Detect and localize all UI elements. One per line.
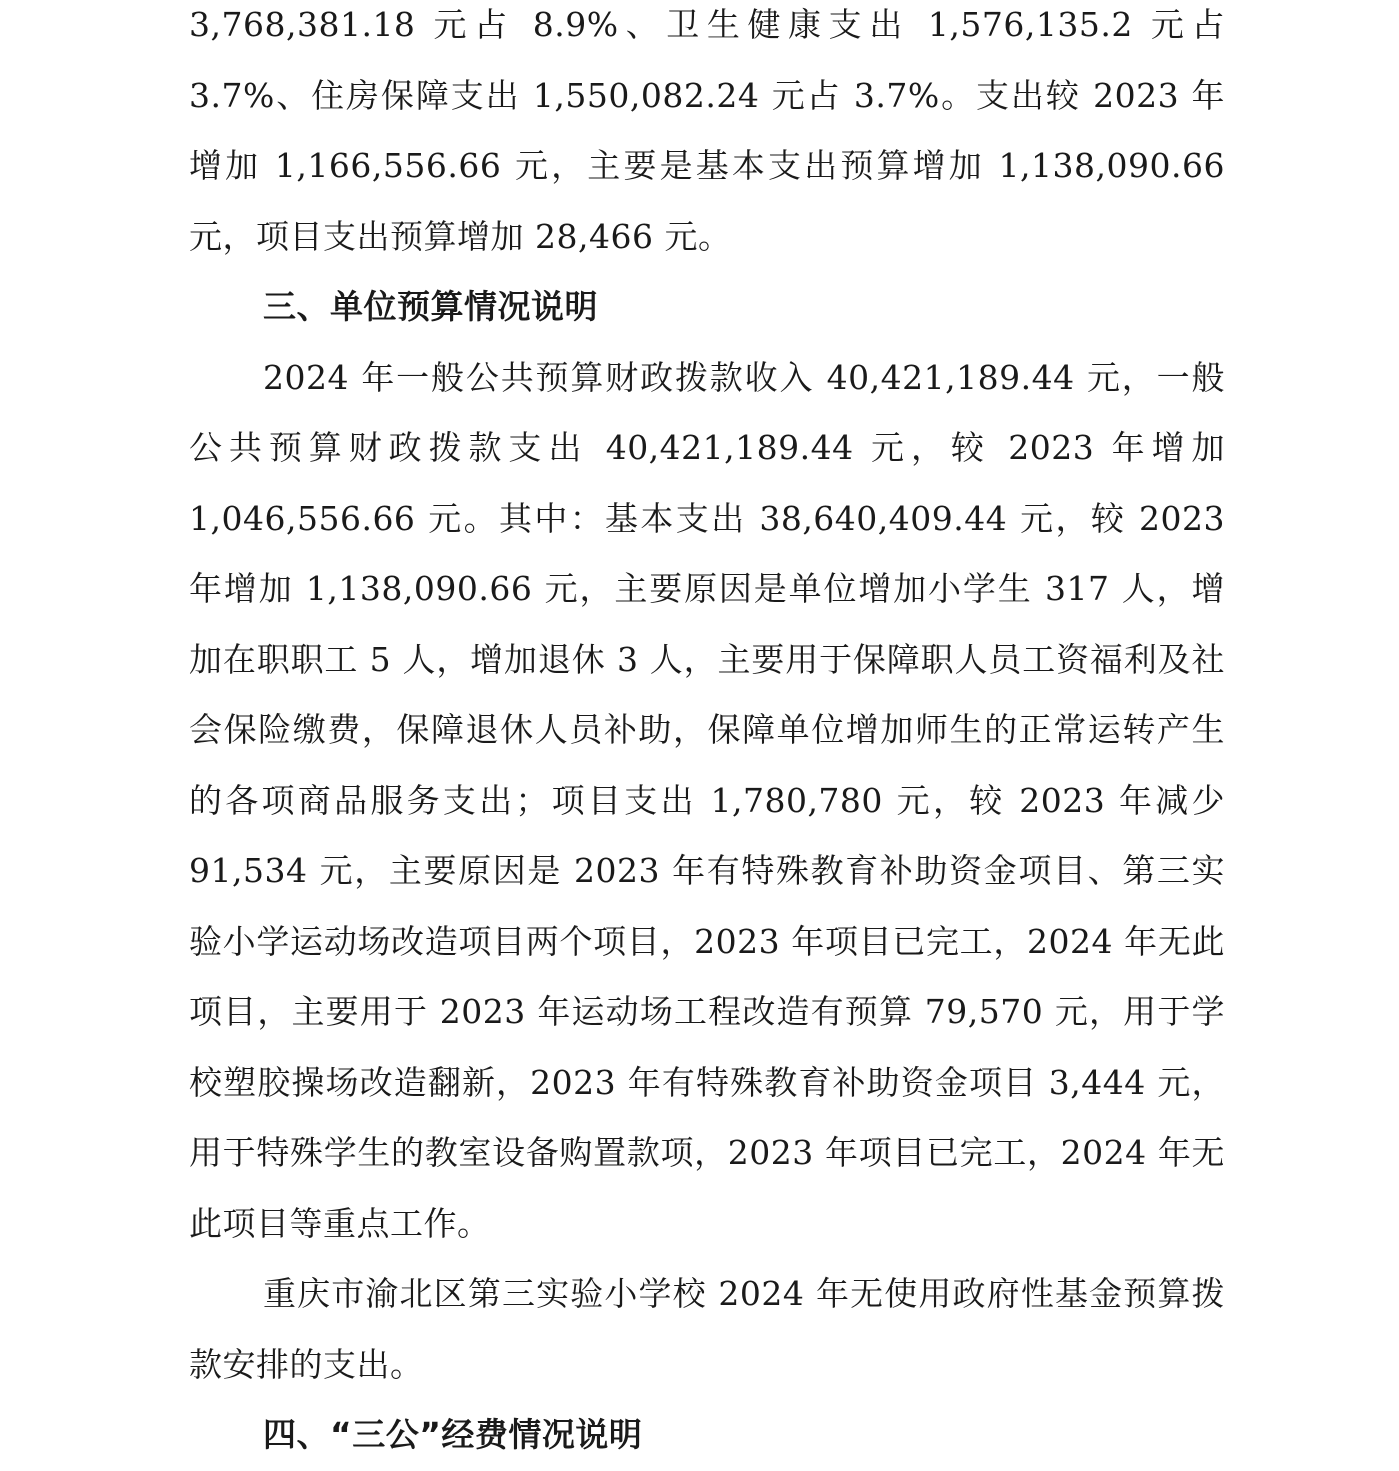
paragraph-expenditure-summary: 3,768,381.18 元占 8.9%、卫生健康支出 1,576,135.2 元占 3.7%、住房保障支出 1,550,082.24 元占 3.7%。支出较 2023 年增加 1,166,556.66 元，主要是基本支出预算增加 1,138,090.66 元，项目支出预算增加 28,466 元。 — [189, 5, 1225, 256]
section-heading-unit-budget: 三、单位预算情况说明 — [263, 287, 598, 326]
document-page — [189, 0, 1225, 1471]
paragraph-general-budget: 2024 年一般公共预算财政拨款收入 40,421,189.44 元，一般公共预算财政拨款支出 40,421,189.44 元，较 2023 年增加 1,046,556.66 元。其中：基本支出 38,640,409.44 元，较 2023 年增加 1,138,090.66 元，主要原因是单位增加小学生 317 人，增加在职职工 5 人，增加退休 3 人，主要用于保障职人员工资福利及社会保险缴费，保障退休人员补助，保障单位增加师生的正常运转产生的各项商品服务支出；项目支出 1,780,780 元，较 2023 年减少 91,534 元，主要原因是 2023 年有特殊教育补助资金项目、第三实验小学运动场改造项目两个项目，2023 年项目已完工，2024 年无此项目，主要用于 2023 年运动场工程改造有预算 79,570 元，用于学校塑胶操场改造翻新，2023 年有特殊教育补助资金项目 3,444 元，用于特殊学生的教室设备购置款项，2023 年项目已完工，2024 年无此项目等重点工作。 — [189, 357, 1225, 1243]
section-heading-three-public: 四、“三公”经费情况说明 — [263, 1415, 643, 1454]
paragraph-government-fund: 重庆市渝北区第三实验小学校 2024 年无使用政府性基金预算拨款安排的支出。 — [189, 1274, 1225, 1384]
